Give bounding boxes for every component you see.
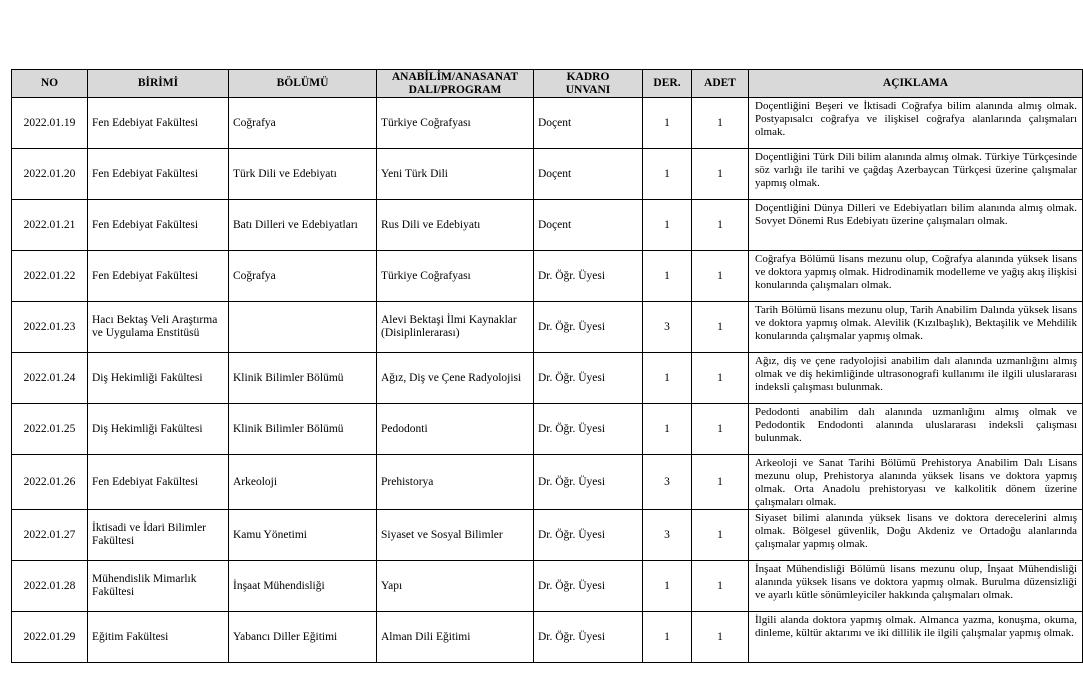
cell-adet: 1	[692, 149, 749, 200]
cell-unvan: Doçent	[534, 200, 643, 251]
header-row	[12, 70, 1083, 98]
cell-adet: 1	[692, 612, 749, 663]
cell-birimi: Fen Edebiyat Fakültesi	[88, 455, 229, 510]
cell-birimi: Diş Hekimliği Fakültesi	[88, 404, 229, 455]
header-kadro-line2: UNVANI	[565, 83, 611, 96]
cell-adet: 1	[692, 98, 749, 149]
cell-unvan: Doçent	[534, 149, 643, 200]
cell-no: 2022.01.24	[12, 353, 88, 404]
cell-der: 1	[643, 149, 692, 200]
cell-aciklama: Pedodonti anabilim dalı alanında uzmanlığını almış olmak ve Pedodontik Endodonti alanında uluslararası indeksli çalışması bulunmak.	[749, 404, 1083, 455]
table-row	[12, 455, 1083, 510]
cell-aciklama: Doçentliğini Dünya Dilleri ve Edebiyatları bilim alanında almış olmak. Sovyet Dönemi Rus Edebiyatı üzerine çalışmaları olmak.	[749, 200, 1083, 251]
cell-no: 2022.01.25	[12, 404, 88, 455]
cell-bolumu: İnşaat Mühendisliği	[229, 561, 377, 612]
header-kadro-line1: KADRO	[566, 70, 610, 83]
cell-no: 2022.01.21	[12, 200, 88, 251]
cell-unvan: Dr. Öğr. Üyesi	[534, 561, 643, 612]
cell-aciklama: İlgili alanda doktora yapmış olmak. Almanca yazma, konuşma, okuma, dinleme, kültür aktarımı ve iki dillilik ile ilgili çalışmalar yapmış olmak.	[749, 612, 1083, 663]
cell-no: 2022.01.26	[12, 455, 88, 510]
cell-der: 3	[643, 455, 692, 510]
cell-anabilim: Siyaset ve Sosyal Bilimler	[377, 510, 534, 561]
cell-adet: 1	[692, 510, 749, 561]
cell-aciklama: Coğrafya Bölümü lisans mezunu olup, Coğrafya alanında yüksek lisans ve doktora yapmış olmak. Hidrodinamik modelleme ve yağış akış ilişkisi konularında çalışmaları olmak.	[749, 251, 1083, 302]
cell-der: 1	[643, 98, 692, 149]
cell-unvan: Dr. Öğr. Üyesi	[534, 353, 643, 404]
cell-birimi: Fen Edebiyat Fakültesi	[88, 251, 229, 302]
cell-bolumu: Klinik Bilimler Bölümü	[229, 353, 377, 404]
cell-anabilim: Yeni Türk Dili	[377, 149, 534, 200]
cell-bolumu: Arkeoloji	[229, 455, 377, 510]
cell-anabilim: Yapı	[377, 561, 534, 612]
cell-no: 2022.01.20	[12, 149, 88, 200]
cell-adet: 1	[692, 251, 749, 302]
cell-der: 1	[643, 561, 692, 612]
cell-birimi: Mühendislik Mimarlık Fakültesi	[88, 561, 229, 612]
cell-der: 1	[643, 353, 692, 404]
cell-anabilim: Alevi Bektaşi İlmi Kaynaklar (Disiplinlerarası)	[377, 302, 534, 353]
cell-anabilim: Pedodonti	[377, 404, 534, 455]
cell-bolumu	[229, 302, 377, 353]
cell-anabilim: Ağız, Diş ve Çene Radyolojisi	[377, 353, 534, 404]
cell-unvan: Dr. Öğr. Üyesi	[534, 404, 643, 455]
cell-unvan: Dr. Öğr. Üyesi	[534, 510, 643, 561]
cell-birimi: Hacı Bektaş Veli Araştırma ve Uygulama Enstitüsü	[88, 302, 229, 353]
cell-aciklama: İnşaat Mühendisliği Bölümü lisans mezunu olup, İnşaat Mühendisliği alanında yüksek lisans ve doktora yapmış olmak. Burulma düzensizliği ve ayarlı kütle sönümleyiciler hakkında çalışmaları olmak.	[749, 561, 1083, 612]
cell-adet: 1	[692, 302, 749, 353]
cell-birimi: Fen Edebiyat Fakültesi	[88, 98, 229, 149]
table-row	[12, 98, 1083, 149]
cell-der: 1	[643, 612, 692, 663]
table-row	[12, 510, 1083, 561]
table-row	[12, 404, 1083, 455]
cell-aciklama: Arkeoloji ve Sanat Tarihi Bölümü Prehistorya Anabilim Dalı Lisans mezunu olup, Prehistorya alanında yüksek lisans ve doktora yapmış olmak. Orta Anadolu prehistoryası ve kalkolitik dönem üzerine çalışmaları olmak.	[749, 455, 1083, 510]
cell-unvan: Dr. Öğr. Üyesi	[534, 612, 643, 663]
cell-bolumu: Kamu Yönetimi	[229, 510, 377, 561]
cell-aciklama: Tarih Bölümü lisans mezunu olup, Tarih Anabilim Dalında yüksek lisans ve doktora yapmış olmak. Alevilik (Kızılbaşlık), Bektaşilik ve Mehdilik konularında çalışmalar yapmış olmak.	[749, 302, 1083, 353]
cell-der: 3	[643, 510, 692, 561]
cell-bolumu: Batı Dilleri ve Edebiyatları	[229, 200, 377, 251]
cell-aciklama: Doçentliğini Beşeri ve İktisadi Coğrafya bilim alanında almış olmak. Postyapısalcı coğrafya ve ilişkisel coğrafya alanlarında çalışmaları olmak.	[749, 98, 1083, 149]
cell-no: 2022.01.19	[12, 98, 88, 149]
cell-unvan: Doçent	[534, 98, 643, 149]
cell-der: 1	[643, 404, 692, 455]
cell-no: 2022.01.23	[12, 302, 88, 353]
header-anabilim-line1: ANABİLİM/ANASANAT	[391, 70, 519, 83]
header-kadro-unvani	[534, 70, 643, 98]
cell-aciklama: Doçentliğini Türk Dili bilim alanında almış olmak. Türkiye Türkçesinde söz varlığı ile tarihi ve çağdaş Azerbaycan Türkçesi üzerine çalışmalar yapmış olmak.	[749, 149, 1083, 200]
cell-anabilim: Prehistorya	[377, 455, 534, 510]
cell-no: 2022.01.22	[12, 251, 88, 302]
cell-anabilim: Alman Dili Eğitimi	[377, 612, 534, 663]
cell-bolumu: Türk Dili ve Edebiyatı	[229, 149, 377, 200]
cell-birimi: Diş Hekimliği Fakültesi	[88, 353, 229, 404]
cell-birimi: Fen Edebiyat Fakültesi	[88, 149, 229, 200]
table-row	[12, 353, 1083, 404]
header-der: DER.	[643, 70, 692, 98]
cell-birimi: İktisadi ve İdari Bilimler Fakültesi	[88, 510, 229, 561]
cell-adet: 1	[692, 561, 749, 612]
table-row	[12, 302, 1083, 353]
cell-unvan: Dr. Öğr. Üyesi	[534, 302, 643, 353]
cell-aciklama: Ağız, diş ve çene radyolojisi anabilim dalı alanında uzmanlığını almış olmak ve diş hekimliğinde ultrasonografi kullanımı ile ilgili uluslararası indeksli çalışması bulunmak.	[749, 353, 1083, 404]
cell-anabilim: Türkiye Coğrafyası	[377, 98, 534, 149]
cell-bolumu: Yabancı Diller Eğitimi	[229, 612, 377, 663]
header-anabilim	[377, 70, 534, 98]
header-no: NO	[12, 70, 88, 98]
cell-adet: 1	[692, 353, 749, 404]
cell-birimi: Eğitim Fakültesi	[88, 612, 229, 663]
cell-unvan: Dr. Öğr. Üyesi	[534, 251, 643, 302]
table-row	[12, 612, 1083, 663]
cell-der: 1	[643, 251, 692, 302]
table-row	[12, 251, 1083, 302]
cell-no: 2022.01.29	[12, 612, 88, 663]
cell-adet: 1	[692, 455, 749, 510]
cell-anabilim: Türkiye Coğrafyası	[377, 251, 534, 302]
cell-adet: 1	[692, 404, 749, 455]
cell-unvan: Dr. Öğr. Üyesi	[534, 455, 643, 510]
table-row	[12, 561, 1083, 612]
cell-aciklama: Siyaset bilimi alanında yüksek lisans ve doktora derecelerini almış olmak. Bölgesel güvenlik, Doğu Akdeniz ve Ortadoğu alanlarında çalışmalar yapmış olmak.	[749, 510, 1083, 561]
cell-anabilim: Rus Dili ve Edebiyatı	[377, 200, 534, 251]
header-bolumu: BÖLÜMÜ	[229, 70, 377, 98]
cell-der: 1	[643, 200, 692, 251]
table-row	[12, 149, 1083, 200]
cell-birimi: Fen Edebiyat Fakültesi	[88, 200, 229, 251]
positions-table	[11, 69, 1083, 663]
cell-adet: 1	[692, 200, 749, 251]
header-anabilim-line2: DALI/PROGRAM	[408, 83, 502, 96]
cell-no: 2022.01.27	[12, 510, 88, 561]
cell-no: 2022.01.28	[12, 561, 88, 612]
cell-der: 3	[643, 302, 692, 353]
cell-bolumu: Klinik Bilimler Bölümü	[229, 404, 377, 455]
cell-bolumu: Coğrafya	[229, 98, 377, 149]
table-row	[12, 200, 1083, 251]
header-birimi: BİRİMİ	[88, 70, 229, 98]
header-adet: ADET	[692, 70, 749, 98]
header-aciklama: AÇIKLAMA	[749, 70, 1083, 98]
cell-bolumu: Coğrafya	[229, 251, 377, 302]
